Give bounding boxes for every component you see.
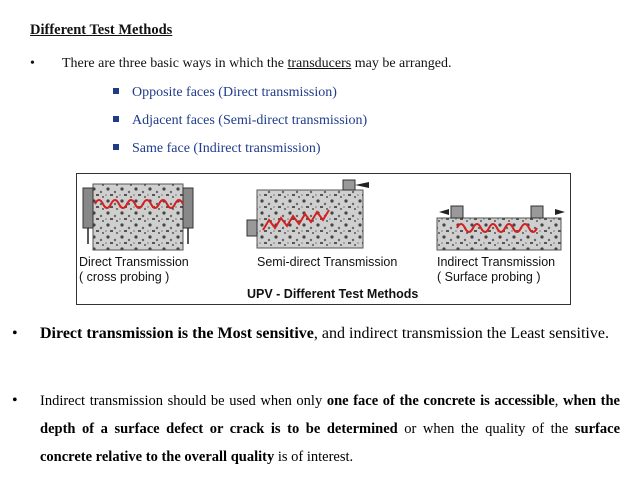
transducer-icon bbox=[83, 188, 93, 228]
transducer-icon bbox=[531, 206, 543, 218]
semi-direct-transmission-diagram bbox=[247, 180, 369, 248]
para2-text-4: is of interest. bbox=[274, 449, 354, 465]
caption-indirect-line1: Indirect Transmission bbox=[437, 255, 556, 269]
square-bullet-icon bbox=[113, 116, 119, 122]
square-bullet-icon bbox=[113, 144, 119, 150]
subitem-same-face bbox=[113, 141, 321, 157]
caption-direct-line1: Direct Transmission bbox=[79, 255, 189, 269]
para2-text-1: Indirect transmission should be used when only bbox=[40, 393, 327, 409]
para2-bold-3: surface concrete relative to the overall quality bbox=[40, 421, 620, 465]
transducer-icon bbox=[247, 220, 257, 236]
bullet-dot: • bbox=[30, 56, 35, 71]
figure-title: UPV - Different Test Methods bbox=[247, 287, 419, 301]
caption-direct-line2: ( cross probing ) bbox=[79, 270, 170, 284]
slide-title: Different Test Methods bbox=[30, 22, 173, 38]
para1-bold: Direct transmission is the Most sensitive bbox=[40, 325, 314, 342]
para2-bold-2: when the depth of a surface defect or crack is to be determined bbox=[40, 393, 620, 437]
intro-text-before: There are three basic ways in which the bbox=[62, 56, 288, 71]
subitem-adjacent-faces bbox=[113, 113, 367, 129]
bullet-dot: • bbox=[12, 392, 18, 409]
upv-methods-illustration bbox=[77, 174, 570, 304]
paragraph-direct-sensitivity bbox=[12, 319, 620, 349]
concrete-block bbox=[93, 184, 183, 250]
subitem-opposite-faces bbox=[113, 85, 337, 101]
bullet-dot: • bbox=[12, 325, 18, 342]
para2-text-2: , bbox=[554, 393, 564, 409]
indirect-transmission-diagram bbox=[437, 206, 565, 250]
caption-semi-direct: Semi-direct Transmission bbox=[257, 255, 398, 269]
transducer-icon bbox=[451, 206, 463, 218]
transducer-icon bbox=[183, 188, 193, 228]
para2-text-3: or when the quality of the bbox=[397, 421, 575, 437]
direct-transmission-diagram bbox=[83, 184, 193, 250]
subitem-label: Same face (Indirect transmission) bbox=[132, 141, 321, 156]
caption-indirect-line2: ( Surface probing ) bbox=[437, 270, 541, 284]
upv-methods-figure bbox=[76, 173, 571, 305]
transducers-link[interactable]: transducers bbox=[287, 56, 352, 71]
paragraph-indirect-usage bbox=[12, 387, 620, 471]
square-bullet-icon bbox=[113, 88, 119, 94]
subitem-label: Adjacent faces (Semi-direct transmission) bbox=[132, 113, 368, 128]
subitem-label: Opposite faces (Direct transmission) bbox=[132, 85, 337, 100]
intro-bullet-point bbox=[30, 56, 452, 72]
transducer-icon bbox=[343, 180, 355, 190]
intro-text-after: may be arranged. bbox=[351, 56, 452, 71]
para2-bold-1: one face of the concrete is accessible bbox=[326, 393, 555, 409]
para1-text: , and indirect transmission the Least sensitive. bbox=[313, 325, 609, 342]
concrete-block bbox=[437, 218, 561, 250]
